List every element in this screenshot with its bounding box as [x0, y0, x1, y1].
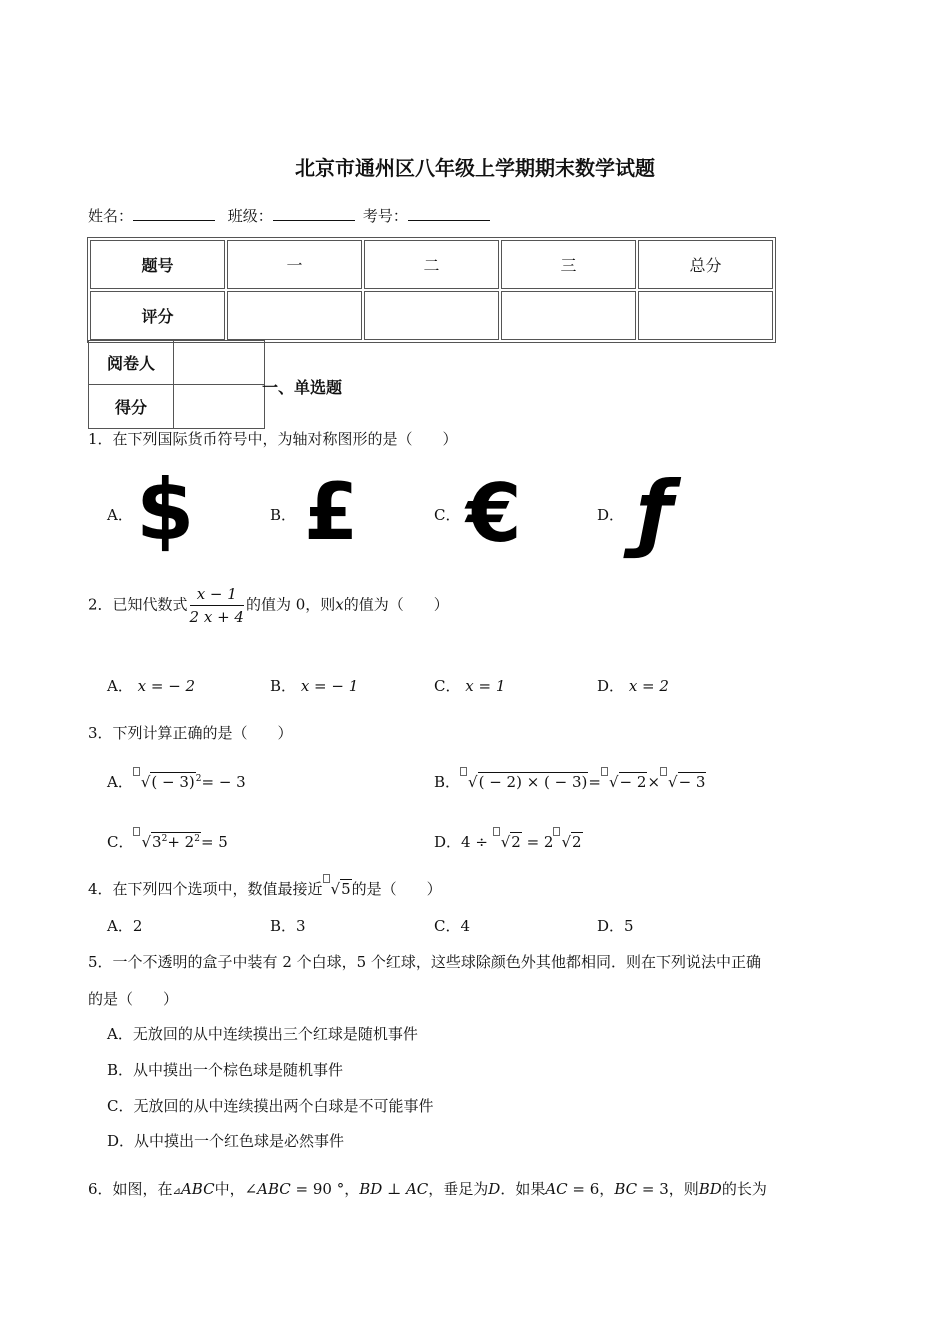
reader-cell[interactable] — [174, 341, 265, 385]
q2-fraction — [190, 585, 244, 626]
q2-denominator: 2 x + 4 — [189, 608, 244, 626]
pound-sign-icon: £ — [304, 468, 359, 558]
q1-option-c-label: C． — [434, 506, 461, 524]
q2-option-d-label: D． — [597, 677, 625, 695]
cube-root-icon: √2 — [493, 833, 522, 851]
dollar-sign-icon: $ — [136, 461, 195, 559]
reader-table — [88, 340, 265, 429]
cube-root-icon: √5 — [323, 880, 352, 898]
q3-a-exponent: 2 — [195, 774, 202, 784]
q6-part3: = 90 °， — [290, 1180, 360, 1198]
q3-a-radicand: ( − 3) — [151, 773, 195, 791]
question-4-stem — [88, 878, 442, 899]
score-cell-3[interactable] — [501, 291, 636, 340]
name-blank[interactable] — [133, 206, 215, 221]
q3-b-equals: = — [588, 773, 601, 791]
euro-sign-icon: € — [466, 467, 522, 560]
triangle-icon: ⊿ — [172, 1186, 181, 1197]
student-info-line — [88, 205, 498, 226]
score-header-1: 一 — [227, 240, 362, 289]
perpendicular-icon: ⊥ — [382, 1180, 406, 1198]
question-5-line2: 的是（ ） — [88, 990, 179, 1008]
section-heading: 一、单选题 — [262, 378, 343, 397]
q6-part6: = 6， — [567, 1180, 615, 1198]
cube-root-icon: √− 3 — [660, 773, 706, 791]
q3-a-result: = − 3 — [201, 773, 246, 791]
q6-d: D — [488, 1180, 501, 1198]
cube-root-icon: √( − 2) × ( − 3) — [460, 773, 588, 791]
reader-label: 阅卷人 — [89, 341, 174, 385]
q2-option-b-label: B． — [270, 677, 297, 695]
q6-part5: ．如果 — [500, 1180, 546, 1198]
q3-c-exp2: 2 — [194, 834, 200, 844]
q2-stem-post: 的值为 0，则 — [245, 595, 336, 614]
q4-radicand: 5 — [341, 880, 351, 898]
q3-option-d — [434, 831, 583, 852]
q1-option-a-label: A． — [107, 506, 133, 524]
score-table-header-row — [90, 240, 773, 289]
q1-option-b-label: B． — [270, 506, 297, 524]
q3-b-root2: − 3 — [678, 773, 706, 791]
q2-stem-pre: 2．已知代数式 — [88, 595, 188, 614]
score-table-score-row — [90, 291, 773, 340]
score-cell-total[interactable] — [638, 291, 773, 340]
q2-option-d-text: x = 2 — [628, 677, 669, 695]
q2-variable: x — [335, 595, 344, 614]
reader-score-label: 得分 — [89, 385, 174, 429]
id-label: 考号： — [362, 207, 408, 225]
q3-option-d-label: D． — [434, 833, 462, 851]
q3-c-exp1: 2 — [161, 834, 168, 844]
florin-sign-icon: ƒ — [636, 463, 673, 561]
q3-b-times: × — [647, 773, 661, 791]
q6-part8: 的长为 — [721, 1180, 767, 1198]
q4-stem-pre: 4．在下列四个选项中，数值最接近 — [88, 880, 323, 898]
root-index-box — [493, 827, 500, 836]
page-title: 北京市通州区八年级上学期期末数学试题 — [295, 156, 655, 180]
root-index-box — [660, 767, 667, 776]
id-blank[interactable] — [408, 206, 490, 221]
q2-option-a-text: x = − 2 — [137, 677, 196, 695]
q2-option-d — [597, 675, 669, 696]
root-index-box — [460, 767, 467, 776]
question-6-stem — [88, 1178, 767, 1199]
q3-option-c — [107, 831, 228, 852]
cube-root-icon: $√3^2+ 2^2$ — [133, 833, 200, 851]
q6-part7: = 3，则 — [637, 1180, 699, 1198]
q3-d-equals: = 2 — [521, 833, 554, 851]
q6-bd: BD — [359, 1180, 383, 1198]
q3-b-root1: − 2 — [619, 773, 647, 791]
q6-abc: ABC — [180, 1180, 215, 1198]
question-1-stem: 1．在下列国际货币符号中，为轴对称图形的是（ ） — [88, 430, 458, 448]
q6-ac: AC — [405, 1180, 429, 1198]
root-index-box — [133, 827, 140, 836]
q4-option-a: A．2 — [107, 917, 143, 935]
q3-option-c-label: C． — [107, 833, 134, 851]
name-label: 姓名： — [88, 207, 134, 225]
score-header-question: 题号 — [90, 240, 225, 289]
q6-ac2: AC — [545, 1180, 568, 1198]
q3-c-radicand — [151, 832, 201, 851]
q6-abc2: ABC — [257, 1180, 291, 1198]
q4-stem-post: 的是（ ） — [351, 880, 442, 898]
q3-c-base2: + 2 — [167, 833, 195, 851]
angle-icon: ∠ — [244, 1180, 258, 1198]
cube-root-icon: √− 2 — [601, 773, 647, 791]
q4-option-c: C．4 — [434, 917, 471, 935]
score-cell-2[interactable] — [364, 291, 499, 340]
q3-option-b — [434, 771, 706, 792]
q5-option-d: D．从中摸出一个红色球是必然事件 — [107, 1132, 345, 1150]
q3-c-base1: 3 — [152, 833, 162, 851]
root-index-box — [133, 767, 140, 776]
q3-d-root2: 2 — [572, 833, 582, 851]
q6-part2: 中， — [214, 1180, 245, 1198]
score-header-3: 三 — [501, 240, 636, 289]
q6-part4: ，垂足为 — [428, 1180, 489, 1198]
q2-numerator: x − 1 — [190, 585, 244, 606]
q3-option-a — [107, 771, 246, 792]
q3-d-root1: 2 — [511, 833, 521, 851]
q5-option-c: C．无放回的从中连续摸出两个白球是不可能事件 — [107, 1097, 434, 1115]
q3-option-a-label: A． — [107, 773, 133, 791]
question-3-stem: 3．下列计算正确的是（ ） — [88, 724, 293, 742]
score-cell-1[interactable] — [227, 291, 362, 340]
q2-option-c-label: C． — [434, 677, 461, 695]
score-header-total: 总分 — [638, 240, 773, 289]
q2-option-c-text: x = 1 — [465, 677, 506, 695]
cube-root-icon: √( − 3) — [133, 773, 196, 791]
question-5-line1: 5．一个不透明的盒子中装有 2 个白球，5 个红球，这些球除颜色外其他都相同．则在下列说法中正确 — [88, 953, 761, 971]
q4-option-d: D．5 — [597, 917, 634, 935]
q5-option-a: A．无放回的从中连续摸出三个红球是随机事件 — [107, 1025, 418, 1043]
score-header-2: 二 — [364, 240, 499, 289]
cube-root-icon: √2 — [553, 833, 582, 851]
score-table — [87, 237, 776, 343]
q3-b-radicand: ( − 2) × ( − 3) — [478, 773, 588, 791]
q3-option-b-label: B． — [434, 773, 461, 791]
root-index-box — [323, 874, 330, 883]
score-row-label: 评分 — [90, 291, 225, 340]
root-index-box — [553, 827, 560, 836]
q6-part1: 6．如图，在 — [88, 1180, 173, 1198]
q2-option-b-text: x = − 1 — [300, 677, 359, 695]
q6-bd2: BD — [698, 1180, 722, 1198]
q2-option-a-label: A． — [107, 677, 133, 695]
q2-option-b — [270, 675, 358, 696]
q3-c-result: = 5 — [200, 833, 228, 851]
q6-bc: BC — [614, 1180, 638, 1198]
root-index-box — [601, 767, 608, 776]
class-blank[interactable] — [273, 206, 355, 221]
q1-option-d-label: D． — [597, 506, 625, 524]
question-2-stem — [88, 585, 449, 626]
q2-option-a — [107, 675, 195, 696]
q2-option-c — [434, 675, 505, 696]
q5-option-b: B．从中摸出一个棕色球是随机事件 — [107, 1061, 344, 1079]
q4-option-b: B．3 — [270, 917, 306, 935]
class-label: 班级： — [227, 207, 273, 225]
reader-score-cell[interactable] — [174, 385, 265, 429]
q3-d-prefix: 4 ÷ — [461, 833, 493, 851]
q2-stem-end: 的值为（ ） — [343, 595, 449, 614]
